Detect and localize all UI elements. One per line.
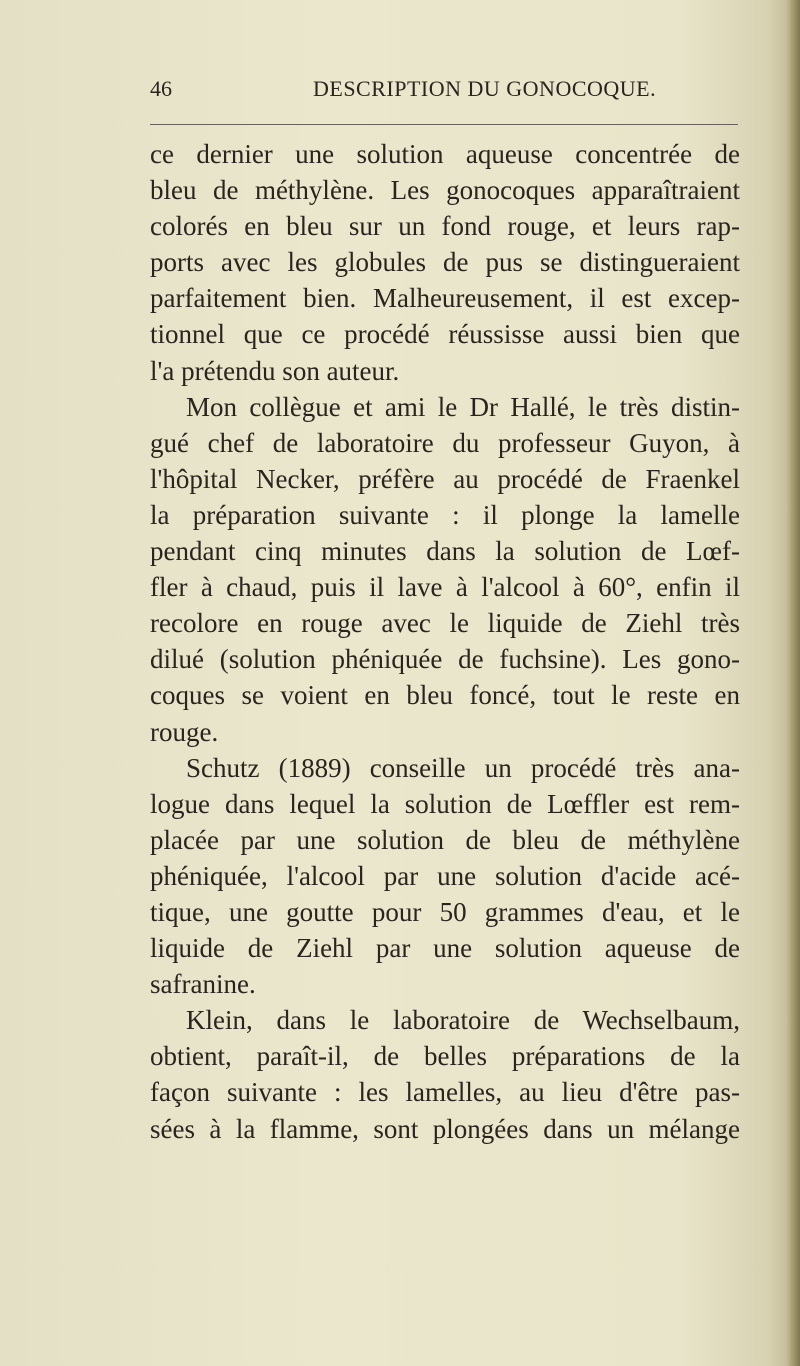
text-line: dilué (solution phéniquée de fuchsine). Les gono- — [150, 644, 740, 675]
text-line: parfaitement bien. Malheureusement, il est excep- — [150, 283, 740, 314]
text-line: colorés en bleu sur un fond rouge, et leurs rap- — [150, 211, 740, 242]
text-line: ce dernier une solution aqueuse concentrée de — [150, 139, 740, 169]
page-edge — [786, 0, 800, 1366]
header-rule — [150, 124, 738, 125]
text-line: sées à la flamme, sont plongées dans un mélange — [150, 1113, 740, 1144]
text-line: pendant cinq minutes dans la solution de Lœf- — [150, 536, 740, 567]
running-title: DESCRIPTION DU GONOCOQUE. — [313, 76, 657, 101]
text-line: ports avec les globules de pus se distingueraient — [150, 247, 740, 278]
text-line: liquide de Ziehl par une solution aqueuse de — [150, 933, 740, 964]
text-line: gué chef de laboratoire du professeur Guyon, à — [150, 427, 740, 458]
page-number: 46 — [150, 76, 172, 101]
text-line: logue dans lequel la solution de Lœffler est rem- — [150, 788, 740, 819]
text-line: placée par une solution de bleu de méthylène — [150, 824, 740, 855]
text-line: l'hôpital Necker, préfère au procédé de Fraenkel — [150, 463, 740, 494]
text-line: rouge. — [150, 716, 219, 747]
text-line: tionnel que ce procédé réussisse aussi bien que — [150, 319, 740, 350]
text-line: tique, une goutte pour 50 grammes d'eau, et le — [150, 896, 740, 927]
text-line: recolore en rouge avec le liquide de Ziehl très — [150, 608, 740, 639]
paragraph-start-line: Klein, dans le laboratoire de Wechselbaum, — [186, 1005, 740, 1036]
text-line: obtient, paraît-il, de belles préparations de la — [150, 1041, 740, 1072]
text-line: façon suivante : les lamelles, au lieu d'être pas- — [150, 1077, 740, 1108]
body-text — [150, 136, 740, 1147]
text-line: bleu de méthylène. Les gonocoques apparaîtraient — [150, 175, 740, 206]
text-line: coques se voient en bleu foncé, tout le reste en — [150, 680, 740, 711]
text-line: fler à chaud, puis il lave à l'alcool à 60°, enfin il — [150, 572, 740, 603]
paragraph-start-line: Schutz (1889) conseille un procédé très ana- — [186, 752, 740, 783]
text-line: la préparation suivante : il plonge la lamelle — [150, 499, 740, 530]
text-line: l'a prétendu son auteur. — [150, 355, 400, 386]
page-header — [150, 76, 740, 104]
text-line: phéniquée, l'alcool par une solution d'acide acé- — [150, 860, 740, 891]
text-line: safranine. — [150, 969, 256, 1000]
paragraph-start-line: Mon collègue et ami le Dr Hallé, le très distin- — [186, 391, 740, 422]
